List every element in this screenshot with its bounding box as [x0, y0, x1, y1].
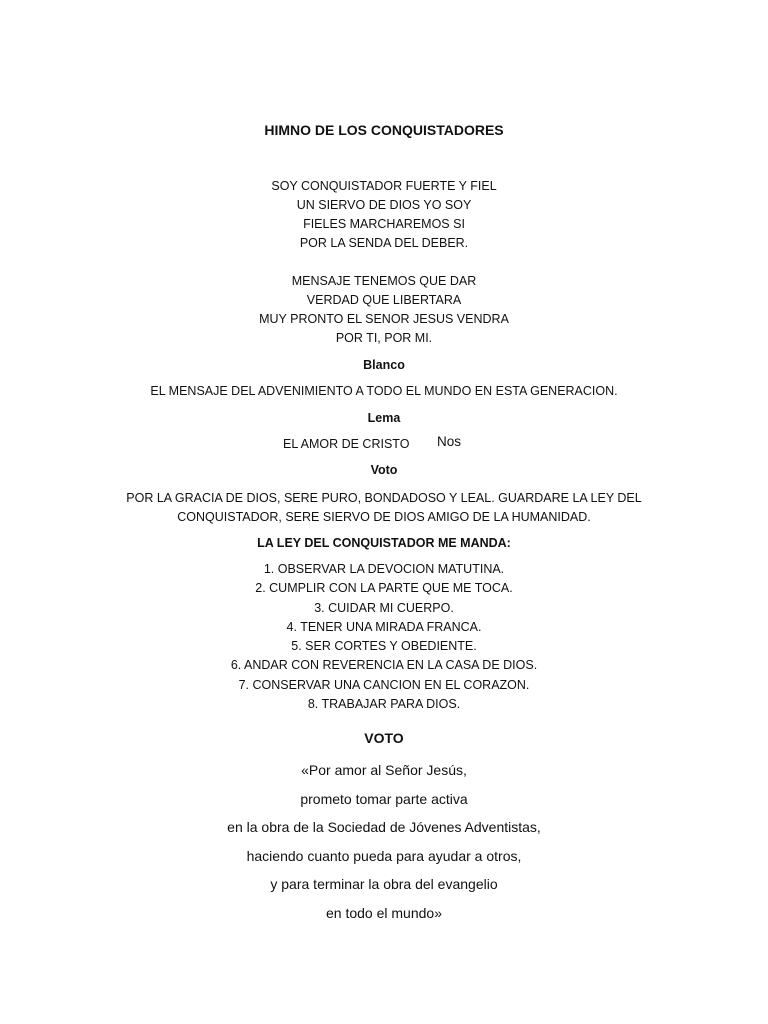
hymn-line: POR LA SENDA DEL DEBER.	[299, 236, 469, 250]
list-item: 4. TENER UNA MIRADA FRANCA.	[286, 619, 482, 634]
hymn-line: UN SIERVO DE DIOS YO SOY	[296, 198, 472, 212]
list-item: 7. CONSERVAR UNA CANCION EN EL CORAZON.	[238, 677, 530, 692]
blanco-heading: Blanco	[363, 358, 405, 372]
hymn-stanza-2	[0, 272, 768, 348]
list-item: 8. TRABAJAR PARA DIOS.	[307, 697, 461, 712]
voto-jovenes-text	[0, 756, 768, 928]
hymn-line: MUY PRONTO EL SENOR JESUS VENDRA	[259, 312, 509, 326]
voto-jovenes-heading: VOTO	[364, 730, 404, 746]
ley-list	[0, 560, 768, 714]
list-item: 1. OBSERVAR LA DEVOCION MATUTINA.	[263, 562, 505, 576]
voto-text	[0, 489, 768, 527]
hymn-line: VERDAD QUE LIBERTARA	[306, 293, 462, 307]
lema-extra-text: Nos	[437, 434, 462, 449]
oath-line: «Por amor al Señor Jesús,	[301, 762, 467, 778]
oath-line: en todo el mundo»	[326, 904, 442, 921]
voto-line: POR LA GRACIA DE DIOS, SERE PURO, BONDADOSO Y LEAL. GUARDARE LA LEY DEL	[126, 491, 642, 505]
voto-line: CONQUISTADOR, SERE SIERVO DE DIOS AMIGO DE LA HUMANIDAD.	[177, 510, 591, 524]
list-item: 2. CUMPLIR CON LA PARTE QUE ME TOCA.	[255, 581, 513, 596]
hymn-line: SOY CONQUISTADOR FUERTE Y FIEL	[271, 179, 497, 193]
list-item: 3. CUIDAR MI CUERPO.	[314, 600, 454, 615]
voto-heading: Voto	[370, 463, 398, 477]
hymn-line: MENSAJE TENEMOS QUE DAR	[291, 274, 477, 288]
list-item: 5. SER CORTES Y OBEDIENTE.	[291, 639, 477, 654]
document-title: HIMNO DE LOS CONQUISTADORES	[264, 122, 504, 138]
blanco-text: EL MENSAJE DEL ADVENIMIENTO A TODO EL MUNDO EN ESTA GENERACION.	[150, 384, 618, 398]
oath-line: haciendo cuanto pueda para ayudar a otros,	[246, 847, 522, 864]
list-item: 6. ANDAR CON REVERENCIA EN LA CASA DE DIOS.	[230, 658, 538, 673]
oath-line: en la obra de la Sociedad de Jóvenes Adventistas,	[227, 819, 541, 836]
lema-text: EL AMOR DE CRISTO	[283, 437, 410, 451]
lema-heading: Lema	[367, 411, 401, 425]
ley-heading: LA LEY DEL CONQUISTADOR ME MANDA:	[257, 536, 511, 550]
hymn-stanza-1	[0, 177, 768, 253]
oath-line: prometo tomar parte activa	[300, 790, 468, 807]
lema-row	[0, 435, 768, 453]
hymn-line: FIELES MARCHAREMOS SI	[303, 217, 465, 231]
oath-line: y para terminar la obra del evangelio	[270, 876, 498, 893]
hymn-line: POR TI, POR MI.	[335, 331, 433, 345]
